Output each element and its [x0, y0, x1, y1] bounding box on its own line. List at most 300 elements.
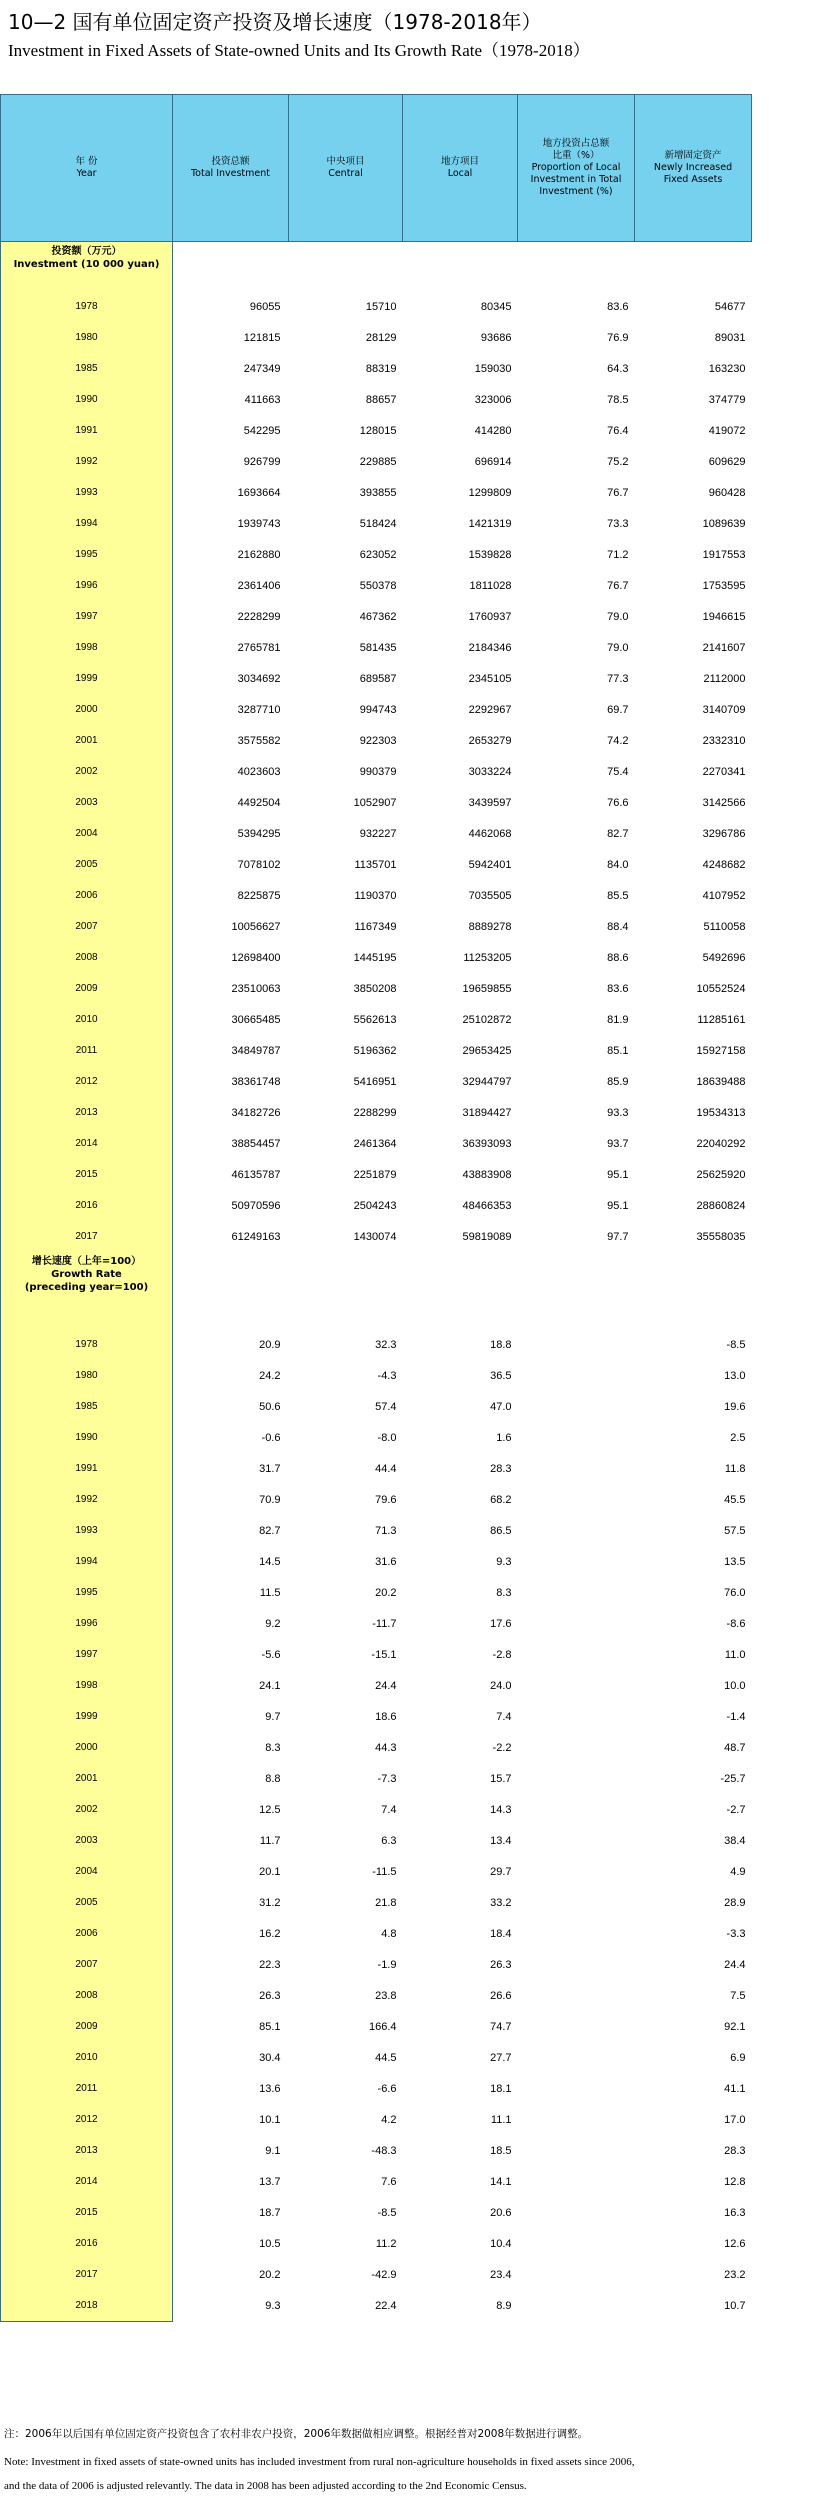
growth-year-cell: 2001	[1, 1763, 173, 1794]
growth-local-cell: 74.7	[490, 2020, 512, 2033]
growth-year-cell: 2007	[1, 1949, 173, 1980]
growth-row	[1, 1360, 752, 1391]
header-proportion	[518, 95, 635, 242]
growth-total-cell: 9.2	[265, 1617, 281, 1630]
growth-proportion-cell	[518, 1701, 635, 1732]
investment-total-cell: 2162880	[237, 548, 281, 561]
investment-new-assets-cell: 22040292	[696, 1137, 746, 1150]
growth-proportion-cell	[518, 1391, 635, 1422]
investment-total-cell: 23510063	[231, 982, 281, 995]
investment-year-cell: 2007	[1, 911, 173, 942]
growth-new-assets-cell: 12.8	[724, 2175, 746, 2188]
investment-central-cell: 581435	[359, 641, 397, 654]
investment-year-cell: 2015	[1, 1159, 173, 1190]
investment-new-assets-cell: 11285161	[697, 1013, 746, 1026]
growth-total-cell: 8.3	[265, 1741, 281, 1754]
growth-local-cell: 14.3	[490, 1803, 512, 1816]
growth-row	[1, 1794, 752, 1825]
growth-total-cell: 9.7	[265, 1710, 281, 1723]
growth-central-cell: 44.3	[375, 1741, 397, 1754]
investment-local-cell: 2345105	[468, 672, 512, 685]
growth-new-assets-cell: 10.7	[724, 2299, 746, 2312]
investment-local-cell: 8889278	[468, 920, 512, 933]
investment-year-cell: 1994	[1, 508, 173, 539]
growth-new-assets-cell: 28.9	[724, 1896, 746, 1909]
investment-total-cell: 46135787	[231, 1168, 281, 1181]
investment-total-cell: 4023603	[237, 765, 281, 778]
growth-proportion-cell	[518, 1329, 635, 1360]
growth-row	[1, 2228, 752, 2259]
growth-year-cell: 1998	[1, 1670, 173, 1701]
investment-central-cell: 689587	[359, 672, 397, 685]
investment-proportion-cell: 76.7	[607, 486, 629, 499]
growth-year-cell: 2008	[1, 1980, 173, 2011]
growth-new-assets-cell: 24.4	[724, 1958, 746, 1971]
growth-total-cell: 20.2	[259, 2268, 281, 2281]
investment-central-cell: 88657	[365, 393, 397, 406]
investment-proportion-cell: 97.7	[607, 1230, 629, 1243]
investment-row	[1, 1190, 752, 1221]
growth-row	[1, 2259, 752, 2290]
growth-proportion-cell	[518, 2290, 635, 2322]
investment-table	[0, 94, 752, 2322]
growth-local-cell: -2.8	[492, 1648, 512, 1661]
investment-year-cell: 1978	[1, 291, 173, 322]
investment-total-cell: 34182726	[231, 1106, 281, 1119]
growth-year-cell: 2010	[1, 2042, 173, 2073]
investment-central-cell: 990379	[359, 765, 397, 778]
section-growth-label	[1, 1252, 173, 1329]
growth-year-cell: 2005	[1, 1887, 173, 1918]
investment-year-cell: 2002	[1, 756, 173, 787]
growth-new-assets-cell: -3.3	[726, 1927, 746, 1940]
growth-central-cell: -8.5	[377, 2206, 397, 2219]
investment-local-cell: 2292967	[468, 703, 512, 716]
investment-new-assets-cell: 18639488	[696, 1075, 746, 1088]
growth-new-assets-cell: 45.5	[724, 1493, 746, 1506]
growth-new-assets-cell: -2.7	[726, 1803, 746, 1816]
growth-local-cell: 8.9	[496, 2299, 512, 2312]
growth-local-cell: 28.3	[490, 1462, 512, 1475]
investment-total-cell: 7078102	[237, 858, 281, 871]
growth-year-cell: 1980	[1, 1360, 173, 1391]
investment-new-assets-cell: 2270341	[702, 765, 746, 778]
growth-proportion-cell	[518, 1484, 635, 1515]
growth-total-cell: 9.1	[265, 2144, 281, 2157]
growth-year-cell: 2012	[1, 2104, 173, 2135]
growth-year-cell: 2013	[1, 2135, 173, 2166]
growth-proportion-cell	[518, 2104, 635, 2135]
investment-total-cell: 50970596	[231, 1199, 281, 1212]
growth-new-assets-cell: 92.1	[724, 2020, 746, 2033]
growth-new-assets-cell: 38.4	[724, 1834, 746, 1847]
investment-year-cell: 2011	[1, 1035, 173, 1066]
investment-central-cell: 88319	[365, 362, 397, 375]
growth-total-cell: 24.1	[259, 1679, 281, 1692]
investment-year-cell: 1993	[1, 477, 173, 508]
investment-central-cell: 2461364	[353, 1137, 397, 1150]
growth-new-assets-cell: -8.5	[726, 1338, 746, 1351]
growth-proportion-cell	[518, 1360, 635, 1391]
investment-year-cell: 1997	[1, 601, 173, 632]
investment-row	[1, 632, 752, 663]
growth-local-cell: 26.6	[490, 1989, 512, 2002]
growth-row	[1, 2042, 752, 2073]
growth-proportion-cell	[518, 1763, 635, 1794]
investment-central-cell: 1445195	[353, 951, 397, 964]
growth-year-cell: 2015	[1, 2197, 173, 2228]
growth-proportion-cell	[518, 1918, 635, 1949]
investment-new-assets-cell: 4248682	[702, 858, 746, 871]
header-year	[1, 95, 173, 242]
investment-local-cell: 159030	[474, 362, 512, 375]
investment-row	[1, 1097, 752, 1128]
growth-proportion-cell	[518, 2228, 635, 2259]
section-growth-label-en2: (preceding year=100)	[24, 1282, 149, 1293]
growth-central-cell: 31.6	[375, 1555, 397, 1568]
investment-total-cell: 61249163	[231, 1230, 281, 1243]
growth-local-cell: 18.8	[490, 1338, 512, 1351]
investment-proportion-cell: 83.6	[607, 300, 629, 313]
investment-proportion-cell: 95.1	[607, 1168, 629, 1181]
growth-row	[1, 1856, 752, 1887]
growth-year-cell: 1991	[1, 1453, 173, 1484]
investment-year-cell: 1996	[1, 570, 173, 601]
growth-total-cell: 13.6	[259, 2082, 281, 2095]
investment-proportion-cell: 75.2	[607, 455, 629, 468]
investment-total-cell: 2228299	[237, 610, 281, 623]
investment-proportion-cell: 64.3	[607, 362, 629, 375]
investment-proportion-cell: 74.2	[607, 734, 629, 747]
growth-year-cell: 2011	[1, 2073, 173, 2104]
growth-row	[1, 2104, 752, 2135]
growth-proportion-cell	[518, 1825, 635, 1856]
investment-new-assets-cell: 1753595	[702, 579, 746, 592]
investment-central-cell: 2504243	[353, 1199, 397, 1212]
growth-total-cell: 11.5	[259, 1586, 281, 1599]
growth-row	[1, 1949, 752, 1980]
investment-total-cell: 4492504	[237, 796, 281, 809]
header-central	[289, 95, 403, 242]
growth-year-cell: 1997	[1, 1639, 173, 1670]
investment-row	[1, 570, 752, 601]
growth-new-assets-cell: 4.9	[730, 1865, 746, 1878]
growth-central-cell: 18.6	[375, 1710, 397, 1723]
growth-proportion-cell	[518, 1639, 635, 1670]
growth-new-assets-cell: 13.0	[724, 1369, 746, 1382]
growth-local-cell: -2.2	[492, 1741, 512, 1754]
investment-central-cell: 1167349	[354, 920, 397, 933]
growth-row	[1, 1546, 752, 1577]
investment-year-cell: 2010	[1, 1004, 173, 1035]
investment-proportion-cell: 85.9	[607, 1075, 629, 1088]
growth-total-cell: 8.8	[265, 1772, 281, 1785]
growth-row	[1, 1701, 752, 1732]
investment-total-cell: 34849787	[231, 1044, 281, 1057]
growth-row	[1, 2166, 752, 2197]
growth-new-assets-cell: 17.0	[724, 2113, 746, 2126]
investment-total-cell: 2765781	[237, 641, 281, 654]
growth-row	[1, 1577, 752, 1608]
investment-row	[1, 942, 752, 973]
growth-total-cell: 24.2	[259, 1369, 281, 1382]
growth-local-cell: 14.1	[490, 2175, 512, 2188]
investment-total-cell: 8225875	[237, 889, 281, 902]
header-new-assets-cn: 新增固定资产	[664, 150, 722, 161]
growth-central-cell: 20.2	[375, 1586, 397, 1599]
page-title-cn: 10—2 国有单位固定资产投资及增长速度（1978-2018年）	[8, 10, 542, 34]
investment-central-cell: 2288299	[353, 1106, 397, 1119]
investment-local-cell: 1421319	[468, 517, 512, 530]
investment-year-cell: 1992	[1, 446, 173, 477]
note-en-line1: Note: Investment in fixed assets of state-owned units has included investment from rural non-agriculture households in fixed assets since 2006,	[4, 2456, 635, 2468]
growth-central-cell: -42.9	[371, 2268, 397, 2281]
investment-year-cell: 2013	[1, 1097, 173, 1128]
investment-row	[1, 601, 752, 632]
investment-row	[1, 508, 752, 539]
growth-new-assets-cell: -1.4	[726, 1710, 746, 1723]
investment-total-cell: 926799	[243, 455, 281, 468]
growth-new-assets-cell: 28.3	[724, 2144, 746, 2157]
investment-central-cell: 922303	[359, 734, 397, 747]
growth-local-cell: 24.0	[490, 1679, 512, 1692]
header-new-assets-en: Newly Increased Fixed Assets	[653, 162, 733, 185]
investment-proportion-cell: 79.0	[607, 641, 629, 654]
growth-central-cell: 4.2	[381, 2113, 397, 2126]
investment-total-cell: 1939743	[237, 517, 281, 530]
investment-proportion-cell: 93.3	[607, 1106, 629, 1119]
investment-row	[1, 1066, 752, 1097]
investment-new-assets-cell: 419072	[708, 424, 746, 437]
investment-new-assets-cell: 4107952	[702, 889, 746, 902]
growth-total-cell: 70.9	[259, 1493, 281, 1506]
investment-central-cell: 2251879	[353, 1168, 397, 1181]
investment-row	[1, 818, 752, 849]
investment-row	[1, 663, 752, 694]
growth-new-assets-cell: 11.8	[724, 1462, 746, 1475]
growth-central-cell: 44.4	[375, 1462, 397, 1475]
investment-year-cell: 2017	[1, 1221, 173, 1252]
growth-local-cell: 9.3	[496, 1555, 512, 1568]
investment-row	[1, 322, 752, 353]
growth-local-cell: 1.6	[496, 1431, 512, 1444]
page-title-en: Investment in Fixed Assets of State-owned Units and Its Growth Rate（1978-2018）	[8, 41, 590, 60]
growth-total-cell: 13.7	[259, 2175, 281, 2188]
header-total-cn: 投资总额	[211, 156, 250, 167]
section-investment-label	[1, 242, 173, 292]
investment-central-cell: 994743	[359, 703, 397, 716]
investment-proportion-cell: 76.7	[607, 579, 629, 592]
investment-new-assets-cell: 374779	[708, 393, 746, 406]
investment-central-cell: 1430074	[353, 1230, 397, 1243]
growth-year-cell: 2000	[1, 1732, 173, 1763]
growth-row	[1, 1763, 752, 1794]
investment-total-cell: 247349	[243, 362, 281, 375]
investment-proportion-cell: 78.5	[607, 393, 629, 406]
investment-year-cell: 2004	[1, 818, 173, 849]
growth-central-cell: 6.3	[381, 1834, 397, 1847]
investment-new-assets-cell: 35558035	[696, 1230, 746, 1243]
growth-total-cell: 12.5	[259, 1803, 281, 1816]
growth-row	[1, 1515, 752, 1546]
growth-local-cell: 7.4	[496, 1710, 512, 1723]
investment-local-cell: 1299809	[468, 486, 512, 499]
growth-new-assets-cell: 57.5	[724, 1524, 746, 1537]
investment-proportion-cell: 69.7	[607, 703, 629, 716]
growth-total-cell: 22.3	[259, 1958, 281, 1971]
investment-central-cell: 467362	[359, 610, 397, 623]
investment-row	[1, 973, 752, 1004]
growth-year-cell: 2002	[1, 1794, 173, 1825]
growth-row	[1, 1918, 752, 1949]
growth-local-cell: 8.3	[496, 1586, 512, 1599]
growth-total-cell: 14.5	[259, 1555, 281, 1568]
investment-new-assets-cell: 89031	[714, 331, 746, 344]
growth-local-cell: 17.6	[490, 1617, 512, 1630]
growth-total-cell: -0.6	[261, 1431, 281, 1444]
growth-central-cell: -6.6	[377, 2082, 397, 2095]
investment-local-cell: 32944797	[462, 1075, 512, 1088]
growth-central-cell: 24.4	[375, 1679, 397, 1692]
growth-year-cell: 2006	[1, 1918, 173, 1949]
investment-row	[1, 756, 752, 787]
growth-row	[1, 1484, 752, 1515]
growth-year-cell: 2004	[1, 1856, 173, 1887]
investment-local-cell: 36393093	[462, 1137, 512, 1150]
growth-year-cell: 1990	[1, 1422, 173, 1453]
growth-local-cell: 18.4	[490, 1927, 512, 1940]
investment-total-cell: 30665485	[231, 1013, 281, 1026]
growth-new-assets-cell: 6.9	[730, 2051, 746, 2064]
investment-new-assets-cell: 2332310	[702, 734, 746, 747]
growth-local-cell: 13.4	[490, 1834, 512, 1847]
investment-new-assets-cell: 28860824	[696, 1199, 746, 1212]
investment-central-cell: 5416951	[353, 1075, 397, 1088]
investment-central-cell: 623052	[359, 548, 397, 561]
growth-local-cell: 20.6	[490, 2206, 512, 2219]
investment-proportion-cell: 85.1	[607, 1044, 629, 1057]
growth-proportion-cell	[518, 1670, 635, 1701]
growth-new-assets-cell: 12.6	[724, 2237, 746, 2250]
investment-new-assets-cell: 2141607	[702, 641, 746, 654]
growth-new-assets-cell: 76.0	[724, 1586, 746, 1599]
investment-proportion-cell: 88.4	[607, 920, 629, 933]
investment-total-cell: 12698400	[231, 951, 281, 964]
growth-new-assets-cell: 10.0	[724, 1679, 746, 1692]
growth-central-cell: 21.8	[375, 1896, 397, 1909]
investment-local-cell: 59819089	[462, 1230, 512, 1243]
growth-total-cell: -5.6	[261, 1648, 281, 1661]
growth-central-cell: -4.3	[377, 1369, 397, 1382]
growth-new-assets-cell: 23.2	[724, 2268, 746, 2281]
growth-row	[1, 1329, 752, 1360]
growth-central-cell: 71.3	[375, 1524, 397, 1537]
growth-total-cell: 20.1	[259, 1865, 281, 1878]
growth-year-cell: 1994	[1, 1546, 173, 1577]
growth-local-cell: 27.7	[490, 2051, 512, 2064]
investment-total-cell: 3034692	[237, 672, 281, 685]
investment-new-assets-cell: 609629	[708, 455, 746, 468]
growth-year-cell: 1993	[1, 1515, 173, 1546]
growth-proportion-cell	[518, 1794, 635, 1825]
investment-local-cell: 93686	[480, 331, 512, 344]
growth-proportion-cell	[518, 1732, 635, 1763]
investment-total-cell: 10056627	[231, 920, 281, 933]
growth-total-cell: 85.1	[259, 2020, 281, 2033]
growth-central-cell: 4.8	[381, 1927, 397, 1940]
growth-row	[1, 2135, 752, 2166]
investment-total-cell: 1693664	[237, 486, 281, 499]
growth-local-cell: 26.3	[490, 1958, 512, 1971]
investment-row	[1, 384, 752, 415]
growth-proportion-cell	[518, 1577, 635, 1608]
investment-year-cell: 2012	[1, 1066, 173, 1097]
investment-row	[1, 1004, 752, 1035]
investment-proportion-cell: 85.5	[607, 889, 629, 902]
growth-local-cell: 86.5	[490, 1524, 512, 1537]
growth-local-cell: 47.0	[490, 1400, 512, 1413]
investment-total-cell: 96055	[249, 300, 281, 313]
investment-central-cell: 5562613	[353, 1013, 397, 1026]
investment-year-cell: 1998	[1, 632, 173, 663]
header-local-cn: 地方项目	[440, 156, 479, 167]
growth-total-cell: 30.4	[259, 2051, 281, 2064]
growth-central-cell: 7.6	[381, 2175, 397, 2188]
growth-total-cell: 18.7	[259, 2206, 281, 2219]
investment-central-cell: 229885	[359, 455, 397, 468]
growth-total-cell: 82.7	[259, 1524, 281, 1537]
growth-row	[1, 1453, 752, 1484]
growth-row	[1, 1422, 752, 1453]
growth-proportion-cell	[518, 2042, 635, 2073]
growth-central-cell: -15.1	[371, 1648, 397, 1661]
investment-central-cell: 1190370	[354, 889, 397, 902]
investment-proportion-cell: 79.0	[607, 610, 629, 623]
growth-local-cell: 33.2	[490, 1896, 512, 1909]
investment-new-assets-cell: 3140709	[702, 703, 746, 716]
growth-proportion-cell	[518, 2135, 635, 2166]
investment-local-cell: 11253205	[463, 951, 512, 964]
section-investment-label-cn: 投资额（万元）	[51, 246, 122, 257]
investment-proportion-cell: 73.3	[607, 517, 629, 530]
header-local-en: Local	[447, 168, 473, 179]
growth-new-assets-cell: -8.6	[726, 1617, 746, 1630]
investment-central-cell: 1052907	[353, 796, 397, 809]
growth-central-cell: -11.5	[372, 1865, 397, 1878]
growth-central-cell: -48.3	[371, 2144, 397, 2157]
investment-proportion-cell: 77.3	[607, 672, 629, 685]
growth-total-cell: 16.2	[259, 1927, 281, 1940]
investment-central-cell: 28129	[365, 331, 397, 344]
investment-central-cell: 128015	[359, 424, 397, 437]
growth-row	[1, 1608, 752, 1639]
investment-new-assets-cell: 5110058	[703, 920, 746, 933]
growth-proportion-cell	[518, 1608, 635, 1639]
investment-year-cell: 1980	[1, 322, 173, 353]
investment-central-cell: 1135701	[354, 858, 397, 871]
investment-local-cell: 414280	[474, 424, 512, 437]
investment-new-assets-cell: 25625920	[696, 1168, 746, 1181]
investment-new-assets-cell: 5492696	[702, 951, 746, 964]
note-en-line2: and the data of 2006 is adjusted relevantly. The data in 2008 has been adjusted according to the 2nd Economic Census.	[4, 2480, 527, 2492]
header-total-en: Total Investment	[190, 168, 270, 179]
section-growth-row	[1, 1252, 752, 1329]
investment-proportion-cell: 71.2	[607, 548, 629, 561]
growth-new-assets-cell: 13.5	[724, 1555, 746, 1568]
investment-proportion-cell: 83.6	[607, 982, 629, 995]
growth-local-cell: 18.5	[490, 2144, 512, 2157]
investment-new-assets-cell: 1946615	[702, 610, 746, 623]
